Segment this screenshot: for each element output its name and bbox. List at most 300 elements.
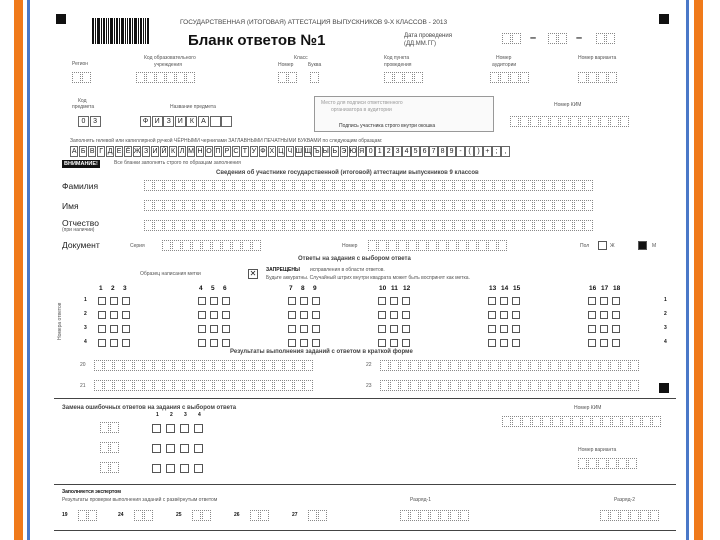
input-cell[interactable] [284, 200, 293, 211]
input-cell[interactable] [114, 360, 123, 371]
input-cell[interactable] [104, 380, 113, 391]
input-cell[interactable] [344, 180, 353, 191]
input-cell[interactable] [474, 180, 483, 191]
input-cell[interactable] [564, 200, 573, 211]
input-cell[interactable] [244, 360, 253, 371]
input-cell[interactable] [174, 220, 183, 231]
input-cell[interactable] [174, 200, 183, 211]
choice-answer-box[interactable] [488, 297, 496, 305]
expert-score-cells[interactable] [78, 510, 98, 521]
input-cell[interactable] [584, 220, 593, 231]
input-cell[interactable] [534, 180, 543, 191]
input-cell[interactable] [434, 200, 443, 211]
input-cell[interactable] [334, 180, 343, 191]
input-cell[interactable] [490, 380, 499, 391]
input-cell[interactable] [380, 380, 389, 391]
choice-answer-box[interactable] [612, 297, 620, 305]
choice-answer-box[interactable] [402, 325, 410, 333]
input-cell[interactable] [144, 380, 153, 391]
input-cell[interactable] [314, 180, 323, 191]
choice-answer-box[interactable] [390, 297, 398, 305]
input-cell[interactable] [124, 360, 133, 371]
input-cell[interactable] [204, 200, 213, 211]
edu-code-cells[interactable] [136, 72, 196, 83]
replace-answer-box[interactable] [166, 444, 175, 453]
input-cell[interactable] [384, 220, 393, 231]
region-cells[interactable] [72, 72, 92, 83]
input-cell[interactable] [390, 360, 399, 371]
input-cell[interactable] [234, 380, 243, 391]
input-cell[interactable] [254, 360, 263, 371]
short-answer-23-cells[interactable] [380, 380, 640, 391]
input-cell[interactable] [254, 380, 263, 391]
input-cell[interactable] [564, 180, 573, 191]
input-cell[interactable] [304, 360, 313, 371]
expert-score-cells[interactable] [250, 510, 270, 521]
input-cell[interactable] [274, 380, 283, 391]
input-cell[interactable] [234, 220, 243, 231]
replace-answer-box[interactable] [180, 444, 189, 453]
choice-answer-box[interactable] [98, 325, 106, 333]
choice-answer-box[interactable] [612, 339, 620, 347]
replace-answer-box[interactable] [194, 464, 203, 473]
input-cell[interactable] [134, 380, 143, 391]
input-cell[interactable] [414, 180, 423, 191]
choice-answer-box[interactable] [390, 311, 398, 319]
choice-answer-box[interactable] [312, 297, 320, 305]
input-cell[interactable] [244, 180, 253, 191]
input-cell[interactable] [304, 200, 313, 211]
choice-answer-box[interactable] [612, 311, 620, 319]
input-cell[interactable] [104, 360, 113, 371]
input-cell[interactable] [114, 380, 123, 391]
input-cell[interactable] [620, 360, 629, 371]
input-cell[interactable] [214, 200, 223, 211]
replace-answer-box[interactable] [166, 464, 175, 473]
short-answer-21-cells[interactable] [94, 380, 314, 391]
input-cell[interactable] [244, 220, 253, 231]
input-cell[interactable] [314, 220, 323, 231]
input-cell[interactable] [294, 220, 303, 231]
choice-answer-box[interactable] [98, 311, 106, 319]
input-cell[interactable] [174, 360, 183, 371]
input-cell[interactable] [474, 220, 483, 231]
subject-name-cells[interactable]: Ф И З И К А [140, 116, 233, 127]
choice-answer-box[interactable] [312, 325, 320, 333]
choice-answer-box[interactable] [402, 311, 410, 319]
replace-answer-box[interactable] [180, 464, 189, 473]
input-cell[interactable] [404, 180, 413, 191]
choice-answer-box[interactable] [198, 325, 206, 333]
input-cell[interactable] [460, 360, 469, 371]
input-cell[interactable] [364, 200, 373, 211]
input-cell[interactable] [394, 180, 403, 191]
input-cell[interactable] [354, 200, 363, 211]
choice-answer-box[interactable] [198, 339, 206, 347]
input-cell[interactable] [504, 200, 513, 211]
patronymic-cells[interactable] [144, 220, 594, 231]
input-cell[interactable] [164, 200, 173, 211]
choice-answer-box[interactable] [500, 297, 508, 305]
input-cell[interactable] [580, 360, 589, 371]
input-cell[interactable] [374, 220, 383, 231]
room-cells[interactable] [490, 72, 530, 83]
input-cell[interactable] [500, 380, 509, 391]
choice-answer-box[interactable] [288, 311, 296, 319]
input-cell[interactable] [324, 220, 333, 231]
input-cell[interactable] [264, 380, 273, 391]
input-cell[interactable] [264, 220, 273, 231]
choice-answer-box[interactable] [198, 297, 206, 305]
input-cell[interactable] [144, 200, 153, 211]
input-cell[interactable] [184, 380, 193, 391]
input-cell[interactable] [134, 360, 143, 371]
series-cells[interactable] [162, 240, 262, 251]
input-cell[interactable] [174, 180, 183, 191]
input-cell[interactable] [394, 220, 403, 231]
choice-answer-box[interactable] [488, 325, 496, 333]
input-cell[interactable] [144, 360, 153, 371]
input-cell[interactable] [94, 380, 103, 391]
choice-answer-box[interactable] [312, 311, 320, 319]
choice-answer-box[interactable] [98, 339, 106, 347]
input-cell[interactable] [454, 180, 463, 191]
subject-code-cells[interactable]: 0 3 [78, 116, 101, 127]
input-cell[interactable] [514, 200, 523, 211]
replace-kim-cells[interactable] [502, 416, 662, 427]
input-cell[interactable] [124, 380, 133, 391]
input-cell[interactable] [414, 200, 423, 211]
input-cell[interactable] [404, 200, 413, 211]
input-cell[interactable] [514, 180, 523, 191]
choice-answer-box[interactable] [512, 325, 520, 333]
input-cell[interactable] [610, 360, 619, 371]
input-cell[interactable] [434, 180, 443, 191]
input-cell[interactable] [420, 380, 429, 391]
choice-answer-box[interactable] [402, 339, 410, 347]
input-cell[interactable] [580, 380, 589, 391]
input-cell[interactable] [410, 380, 419, 391]
input-cell[interactable] [464, 200, 473, 211]
input-cell[interactable] [284, 220, 293, 231]
expert-score-cells[interactable] [308, 510, 328, 521]
input-cell[interactable] [380, 360, 389, 371]
input-cell[interactable] [534, 220, 543, 231]
input-cell[interactable] [424, 180, 433, 191]
choice-answer-box[interactable] [300, 339, 308, 347]
input-cell[interactable] [520, 380, 529, 391]
input-cell[interactable] [444, 220, 453, 231]
number-cells[interactable] [368, 240, 508, 251]
replace-answer-box[interactable] [166, 424, 175, 433]
input-cell[interactable] [284, 360, 293, 371]
choice-answer-box[interactable] [300, 311, 308, 319]
choice-answer-box[interactable] [600, 311, 608, 319]
input-cell[interactable] [570, 380, 579, 391]
input-cell[interactable] [620, 380, 629, 391]
choice-answer-box[interactable] [222, 325, 230, 333]
input-cell[interactable] [254, 200, 263, 211]
choice-answer-box[interactable] [122, 311, 130, 319]
choice-answer-box[interactable] [198, 311, 206, 319]
input-cell[interactable] [374, 200, 383, 211]
choice-answer-box[interactable] [390, 325, 398, 333]
choice-answer-box[interactable] [612, 325, 620, 333]
input-cell[interactable] [194, 220, 203, 231]
input-cell[interactable] [464, 220, 473, 231]
input-cell[interactable] [184, 180, 193, 191]
input-cell[interactable] [550, 380, 559, 391]
input-cell[interactable] [244, 200, 253, 211]
input-cell[interactable] [224, 200, 233, 211]
choice-answer-box[interactable] [512, 297, 520, 305]
choice-answer-box[interactable] [288, 297, 296, 305]
discharge-2-cells[interactable] [600, 510, 660, 521]
expert-score-cells[interactable] [192, 510, 212, 521]
class-number-cells[interactable] [278, 72, 298, 83]
input-cell[interactable] [530, 360, 539, 371]
input-cell[interactable] [364, 180, 373, 191]
input-cell[interactable] [454, 200, 463, 211]
input-cell[interactable] [304, 220, 313, 231]
choice-answer-box[interactable] [588, 339, 596, 347]
replace-task-cells[interactable] [100, 462, 120, 473]
choice-answer-box[interactable] [222, 311, 230, 319]
input-cell[interactable] [460, 380, 469, 391]
input-cell[interactable] [224, 220, 233, 231]
expert-score-cells[interactable] [134, 510, 154, 521]
choice-answer-box[interactable] [222, 297, 230, 305]
input-cell[interactable] [274, 360, 283, 371]
input-cell[interactable] [630, 380, 639, 391]
choice-answer-box[interactable] [312, 339, 320, 347]
input-cell[interactable] [544, 200, 553, 211]
input-cell[interactable] [564, 220, 573, 231]
choice-answer-box[interactable] [500, 325, 508, 333]
input-cell[interactable] [294, 360, 303, 371]
input-cell[interactable] [440, 380, 449, 391]
input-cell[interactable] [214, 220, 223, 231]
input-cell[interactable] [264, 200, 273, 211]
input-cell[interactable] [244, 380, 253, 391]
input-cell[interactable] [504, 220, 513, 231]
replace-answer-box[interactable] [152, 464, 161, 473]
input-cell[interactable] [154, 220, 163, 231]
input-cell[interactable] [590, 380, 599, 391]
input-cell[interactable] [184, 360, 193, 371]
input-cell[interactable] [540, 380, 549, 391]
input-cell[interactable] [510, 380, 519, 391]
discharge-1-cells[interactable] [400, 510, 470, 521]
input-cell[interactable] [144, 220, 153, 231]
input-cell[interactable] [424, 220, 433, 231]
replace-answer-box[interactable] [180, 424, 189, 433]
input-cell[interactable] [204, 380, 213, 391]
input-cell[interactable] [154, 380, 163, 391]
choice-answer-box[interactable] [488, 339, 496, 347]
choice-answer-box[interactable] [122, 339, 130, 347]
input-cell[interactable] [144, 180, 153, 191]
choice-answer-box[interactable] [600, 297, 608, 305]
choice-answer-box[interactable] [512, 311, 520, 319]
input-cell[interactable] [524, 220, 533, 231]
choice-answer-box[interactable] [288, 325, 296, 333]
input-cell[interactable] [550, 360, 559, 371]
input-cell[interactable] [404, 220, 413, 231]
input-cell[interactable] [494, 220, 503, 231]
input-cell[interactable] [184, 220, 193, 231]
input-cell[interactable] [164, 180, 173, 191]
input-cell[interactable] [574, 220, 583, 231]
input-cell[interactable] [450, 380, 459, 391]
input-cell[interactable] [94, 360, 103, 371]
input-cell[interactable] [234, 200, 243, 211]
input-cell[interactable] [204, 360, 213, 371]
input-cell[interactable] [394, 200, 403, 211]
surname-cells[interactable] [144, 180, 594, 191]
input-cell[interactable] [454, 220, 463, 231]
input-cell[interactable] [234, 360, 243, 371]
class-letter-cells[interactable] [310, 72, 320, 83]
choice-answer-box[interactable] [488, 311, 496, 319]
input-cell[interactable] [314, 200, 323, 211]
input-cell[interactable] [214, 180, 223, 191]
input-cell[interactable] [274, 200, 283, 211]
input-cell[interactable] [374, 180, 383, 191]
input-cell[interactable] [570, 360, 579, 371]
input-cell[interactable] [540, 360, 549, 371]
input-cell[interactable] [354, 220, 363, 231]
sex-male-checkbox[interactable] [638, 241, 647, 250]
input-cell[interactable] [630, 360, 639, 371]
replace-task-cells[interactable] [100, 422, 120, 433]
input-cell[interactable] [444, 200, 453, 211]
input-cell[interactable] [554, 200, 563, 211]
input-cell[interactable] [194, 200, 203, 211]
input-cell[interactable] [204, 180, 213, 191]
input-cell[interactable] [234, 180, 243, 191]
choice-answer-box[interactable] [588, 297, 596, 305]
input-cell[interactable] [224, 380, 233, 391]
choice-answer-box[interactable] [110, 325, 118, 333]
input-cell[interactable] [174, 380, 183, 391]
input-cell[interactable] [284, 380, 293, 391]
input-cell[interactable] [484, 180, 493, 191]
input-cell[interactable] [214, 360, 223, 371]
input-cell[interactable] [430, 360, 439, 371]
input-cell[interactable] [264, 180, 273, 191]
input-cell[interactable] [304, 380, 313, 391]
input-cell[interactable] [224, 180, 233, 191]
choice-answer-box[interactable] [588, 325, 596, 333]
input-cell[interactable] [390, 380, 399, 391]
input-cell[interactable] [600, 380, 609, 391]
input-cell[interactable] [484, 200, 493, 211]
input-cell[interactable] [194, 180, 203, 191]
date-year-cells[interactable] [596, 33, 616, 44]
input-cell[interactable] [344, 200, 353, 211]
input-cell[interactable] [154, 200, 163, 211]
input-cell[interactable] [414, 220, 423, 231]
choice-answer-box[interactable] [588, 311, 596, 319]
input-cell[interactable] [494, 200, 503, 211]
choice-answer-box[interactable] [512, 339, 520, 347]
input-cell[interactable] [554, 220, 563, 231]
choice-answer-box[interactable] [110, 311, 118, 319]
input-cell[interactable] [490, 360, 499, 371]
input-cell[interactable] [354, 180, 363, 191]
input-cell[interactable] [194, 380, 203, 391]
input-cell[interactable] [214, 380, 223, 391]
organizer-signature-area[interactable] [314, 96, 494, 132]
input-cell[interactable] [590, 360, 599, 371]
input-cell[interactable] [554, 180, 563, 191]
input-cell[interactable] [264, 360, 273, 371]
input-cell[interactable] [544, 220, 553, 231]
input-cell[interactable] [584, 200, 593, 211]
input-cell[interactable] [294, 200, 303, 211]
input-cell[interactable] [574, 200, 583, 211]
input-cell[interactable] [584, 180, 593, 191]
choice-answer-box[interactable] [378, 325, 386, 333]
input-cell[interactable] [484, 220, 493, 231]
input-cell[interactable] [434, 220, 443, 231]
input-cell[interactable] [440, 360, 449, 371]
input-cell[interactable] [254, 180, 263, 191]
input-cell[interactable] [480, 360, 489, 371]
choice-answer-box[interactable] [110, 339, 118, 347]
input-cell[interactable] [284, 180, 293, 191]
replace-answer-box[interactable] [152, 424, 161, 433]
input-cell[interactable] [600, 360, 609, 371]
input-cell[interactable] [464, 180, 473, 191]
replace-answer-box[interactable] [194, 424, 203, 433]
input-cell[interactable] [524, 200, 533, 211]
choice-answer-box[interactable] [110, 297, 118, 305]
input-cell[interactable] [500, 360, 509, 371]
input-cell[interactable] [164, 220, 173, 231]
input-cell[interactable] [530, 380, 539, 391]
input-cell[interactable] [194, 360, 203, 371]
choice-answer-box[interactable] [600, 339, 608, 347]
input-cell[interactable] [560, 380, 569, 391]
replace-task-cells[interactable] [100, 442, 120, 453]
input-cell[interactable] [324, 200, 333, 211]
input-cell[interactable] [544, 180, 553, 191]
input-cell[interactable] [224, 360, 233, 371]
point-code-cells[interactable] [384, 72, 424, 83]
input-cell[interactable] [204, 220, 213, 231]
input-cell[interactable] [514, 220, 523, 231]
input-cell[interactable] [400, 360, 409, 371]
input-cell[interactable] [470, 380, 479, 391]
input-cell[interactable] [294, 380, 303, 391]
sex-female-checkbox[interactable] [598, 241, 607, 250]
short-answer-20-cells[interactable] [94, 360, 314, 371]
input-cell[interactable] [504, 180, 513, 191]
choice-answer-box[interactable] [210, 339, 218, 347]
input-cell[interactable] [164, 360, 173, 371]
choice-answer-box[interactable] [378, 339, 386, 347]
choice-answer-box[interactable] [378, 311, 386, 319]
input-cell[interactable] [450, 360, 459, 371]
input-cell[interactable] [494, 180, 503, 191]
variant-cells[interactable] [578, 72, 618, 83]
input-cell[interactable] [294, 180, 303, 191]
input-cell[interactable] [534, 200, 543, 211]
choice-answer-box[interactable] [122, 325, 130, 333]
choice-answer-box[interactable] [500, 311, 508, 319]
